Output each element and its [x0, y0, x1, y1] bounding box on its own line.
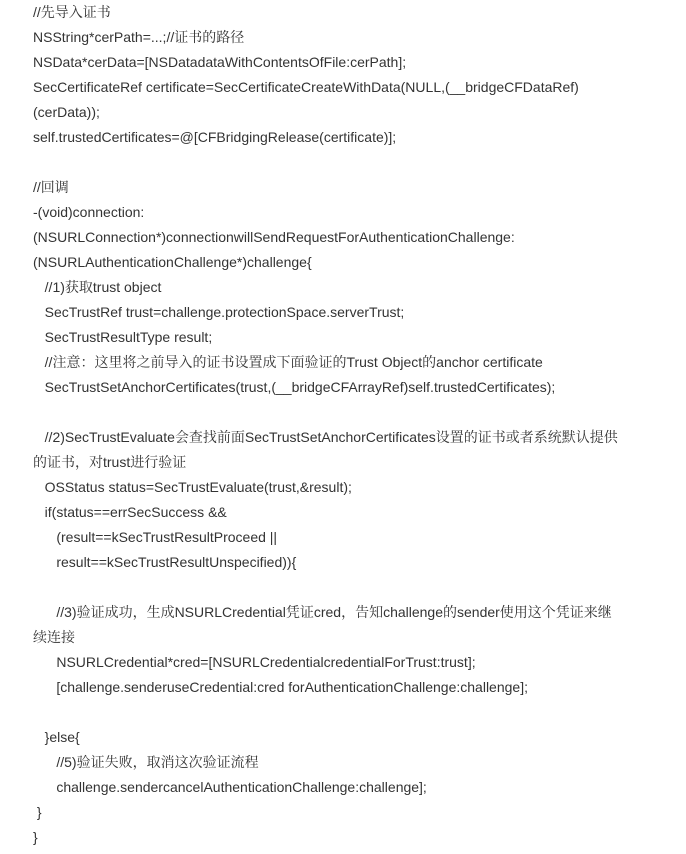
code-line: }	[33, 829, 38, 845]
code-line: result==kSecTrustResultUnspecified)){	[33, 554, 297, 570]
code-line: //回调	[33, 179, 69, 195]
code-line: (NSURLAuthenticationChallenge*)challenge{	[33, 254, 312, 270]
code-line: OSStatus status=SecTrustEvaluate(trust,&result);	[33, 479, 352, 495]
code-line: [challenge.senderuseCredential:cred forAuthenticationChallenge:challenge];	[33, 679, 528, 695]
code-line	[33, 575, 673, 600]
code-line: //3)验证成功，生成NSURLCredential凭证cred，告知challenge的sender使用这个凭证来继	[33, 604, 612, 620]
code-line: challenge.sendercancelAuthenticationChallenge:challenge];	[33, 779, 427, 795]
code-line: }else{	[33, 729, 80, 745]
code-line: 的证书，对trust进行验证	[33, 454, 187, 470]
code-line: (NSURLConnection*)connectionwillSendRequestForAuthenticationChallenge:	[33, 229, 515, 245]
code-line: if(status==errSecSuccess &&	[33, 504, 227, 520]
code-line: //2)SecTrustEvaluate会查找前面SecTrustSetAnchorCertificates设置的证书或者系统默认提供	[33, 429, 618, 445]
code-line: NSData*cerData=[NSDatadataWithContentsOfFile:cerPath];	[33, 54, 407, 70]
code-line: (result==kSecTrustResultProceed ||	[33, 529, 278, 545]
code-line: SecTrustSetAnchorCertificates(trust,(__bridgeCFArrayRef)self.trustedCertificates);	[33, 379, 556, 395]
code-line	[33, 700, 673, 725]
code-line: self.trustedCertificates=@[CFBridgingRelease(certificate)];	[33, 129, 397, 145]
code-line: //先导入证书	[33, 4, 111, 20]
code-line: 续连接	[33, 629, 75, 645]
code-line: -(void)connection:	[33, 204, 145, 220]
code-line: NSURLCredential*cred=[NSURLCredentialcredentialForTrust:trust];	[33, 654, 476, 670]
code-line	[33, 400, 673, 425]
code-line: SecCertificateRef certificate=SecCertificateCreateWithData(NULL,(__bridgeCFDataRef)	[33, 79, 579, 95]
code-line: SecTrustRef trust=challenge.protectionSpace.serverTrust;	[33, 304, 405, 320]
code-line: (cerData));	[33, 104, 100, 120]
code-line: }	[33, 804, 42, 820]
code-line: //注意：这里将之前导入的证书设置成下面验证的Trust Object的anchor certificate	[33, 354, 543, 370]
code-snippet	[33, 0, 673, 850]
code-line: NSString*cerPath=...;//证书的路径	[33, 29, 245, 45]
code-line: SecTrustResultType result;	[33, 329, 213, 345]
code-line: //5)验证失败，取消这次验证流程	[33, 754, 259, 770]
code-line	[33, 150, 673, 175]
code-line: //1)获取trust object	[33, 279, 162, 295]
